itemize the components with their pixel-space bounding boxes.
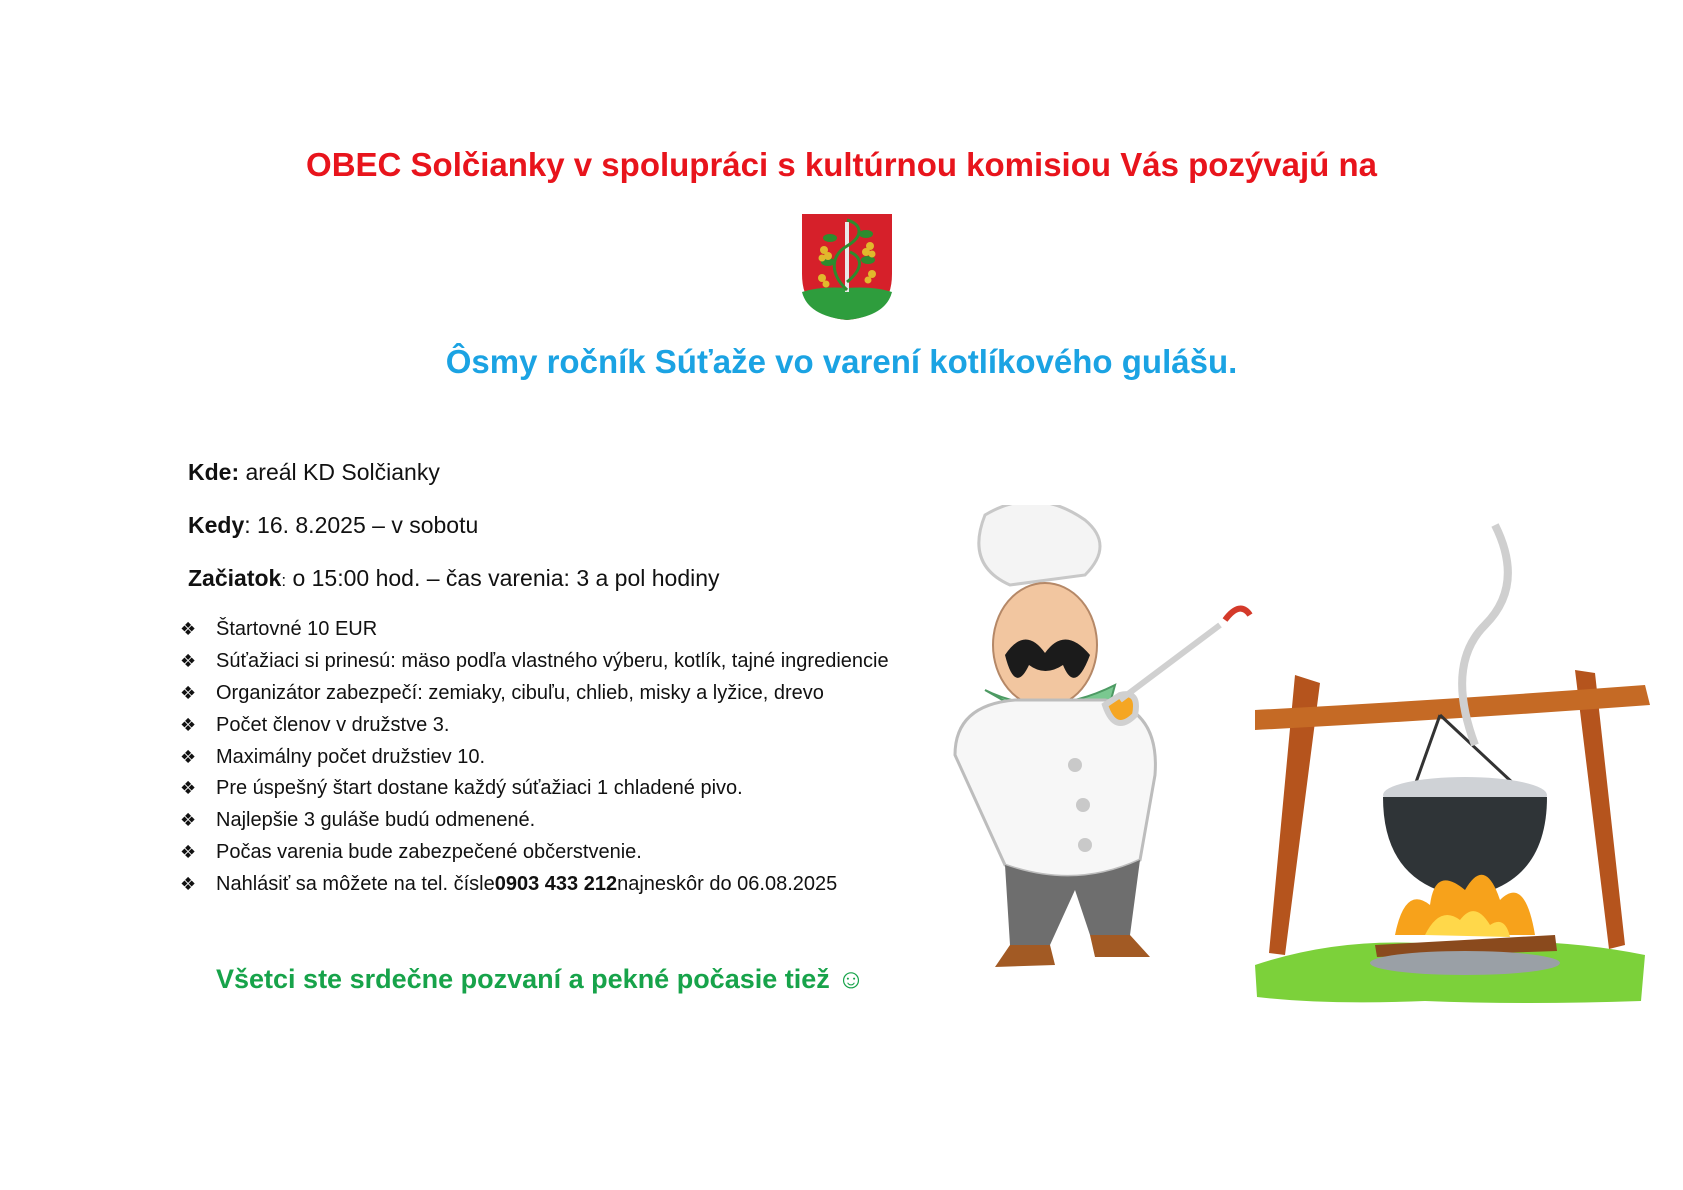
bullet-icon: ❖ xyxy=(180,682,197,703)
ladle xyxy=(1105,625,1220,723)
list-item-text: Súťažiaci si prinesú: mäso podľa vlastného výberu, kotlík, tajné ingrediencie xyxy=(216,650,889,673)
location-label: Kde: xyxy=(188,459,240,485)
date-line xyxy=(188,512,478,539)
date-label: Kedy xyxy=(188,512,245,538)
rules-list xyxy=(180,614,889,900)
bullet-icon: ❖ xyxy=(180,714,197,735)
bullet-icon: ❖ xyxy=(180,651,197,672)
date-value: : 16. 8.2025 – v sobotu xyxy=(244,512,479,538)
chef-hat xyxy=(979,505,1100,585)
invitation-title: OBEC Solčianky v spolupráci s kultúrnou komisiou Vás pozývajú na xyxy=(306,146,1377,183)
list-item-text: Pre úspešný štart dostane každý súťažiaci 1 chladené pivo. xyxy=(216,777,743,800)
event-subtitle: Ôsmy ročník Súťaže vo varení kotlíkového gulášu. xyxy=(445,343,1238,380)
bullet-icon: ❖ xyxy=(180,778,197,799)
start-value: o 15:00 hod. – čas varenia: 3 a pol hodiny xyxy=(286,565,720,591)
list-item xyxy=(180,773,889,805)
list-item-text: Počet členov v družstve 3. xyxy=(216,713,450,736)
bullet-icon: ❖ xyxy=(180,873,197,894)
list-item xyxy=(180,614,889,646)
chef-cooking-illustration xyxy=(925,505,1665,1005)
start-time-line xyxy=(188,565,720,592)
list-item xyxy=(180,837,889,869)
list-item-text: Štartovné 10 EUR xyxy=(216,618,378,641)
start-colon: : xyxy=(281,571,287,590)
list-item-text: Maximálny počet družstiev 10. xyxy=(216,745,486,768)
phone-number: 0903 433 212 xyxy=(494,872,618,895)
bullet-icon: ❖ xyxy=(180,746,197,767)
closing-message: Všetci ste srdečne pozvaní a pekné počasie tiež ☺ xyxy=(216,964,865,994)
coat-of-arms-image xyxy=(800,212,894,322)
bullet-icon: ❖ xyxy=(180,619,197,640)
chef-jacket xyxy=(955,700,1155,876)
list-item xyxy=(180,805,889,837)
contact-item xyxy=(180,868,889,900)
location-value: areál KD Solčianky xyxy=(239,459,440,485)
list-item-text: Počas varenia bude zabezpečené občerstvenie. xyxy=(216,840,642,863)
contact-prefix: Nahlásiť sa môžete na tel. čísle xyxy=(216,872,495,895)
bullet-icon: ❖ xyxy=(180,841,197,862)
list-item xyxy=(180,646,889,678)
list-item xyxy=(180,678,889,710)
list-item-text: Organizátor zabezpečí: zemiaky, cibuľu, chlieb, misky a lyžice, drevo xyxy=(216,681,824,704)
list-item-text: Najlepšie 3 guláše budú odmenené. xyxy=(216,809,536,832)
location-line xyxy=(188,459,440,486)
list-item xyxy=(180,709,889,741)
bullet-icon: ❖ xyxy=(180,810,197,831)
list-item xyxy=(180,741,889,773)
cooking-pot xyxy=(1383,797,1547,897)
start-label: Začiatok xyxy=(188,565,282,591)
contact-suffix: najneskôr do 06.08.2025 xyxy=(617,872,838,895)
